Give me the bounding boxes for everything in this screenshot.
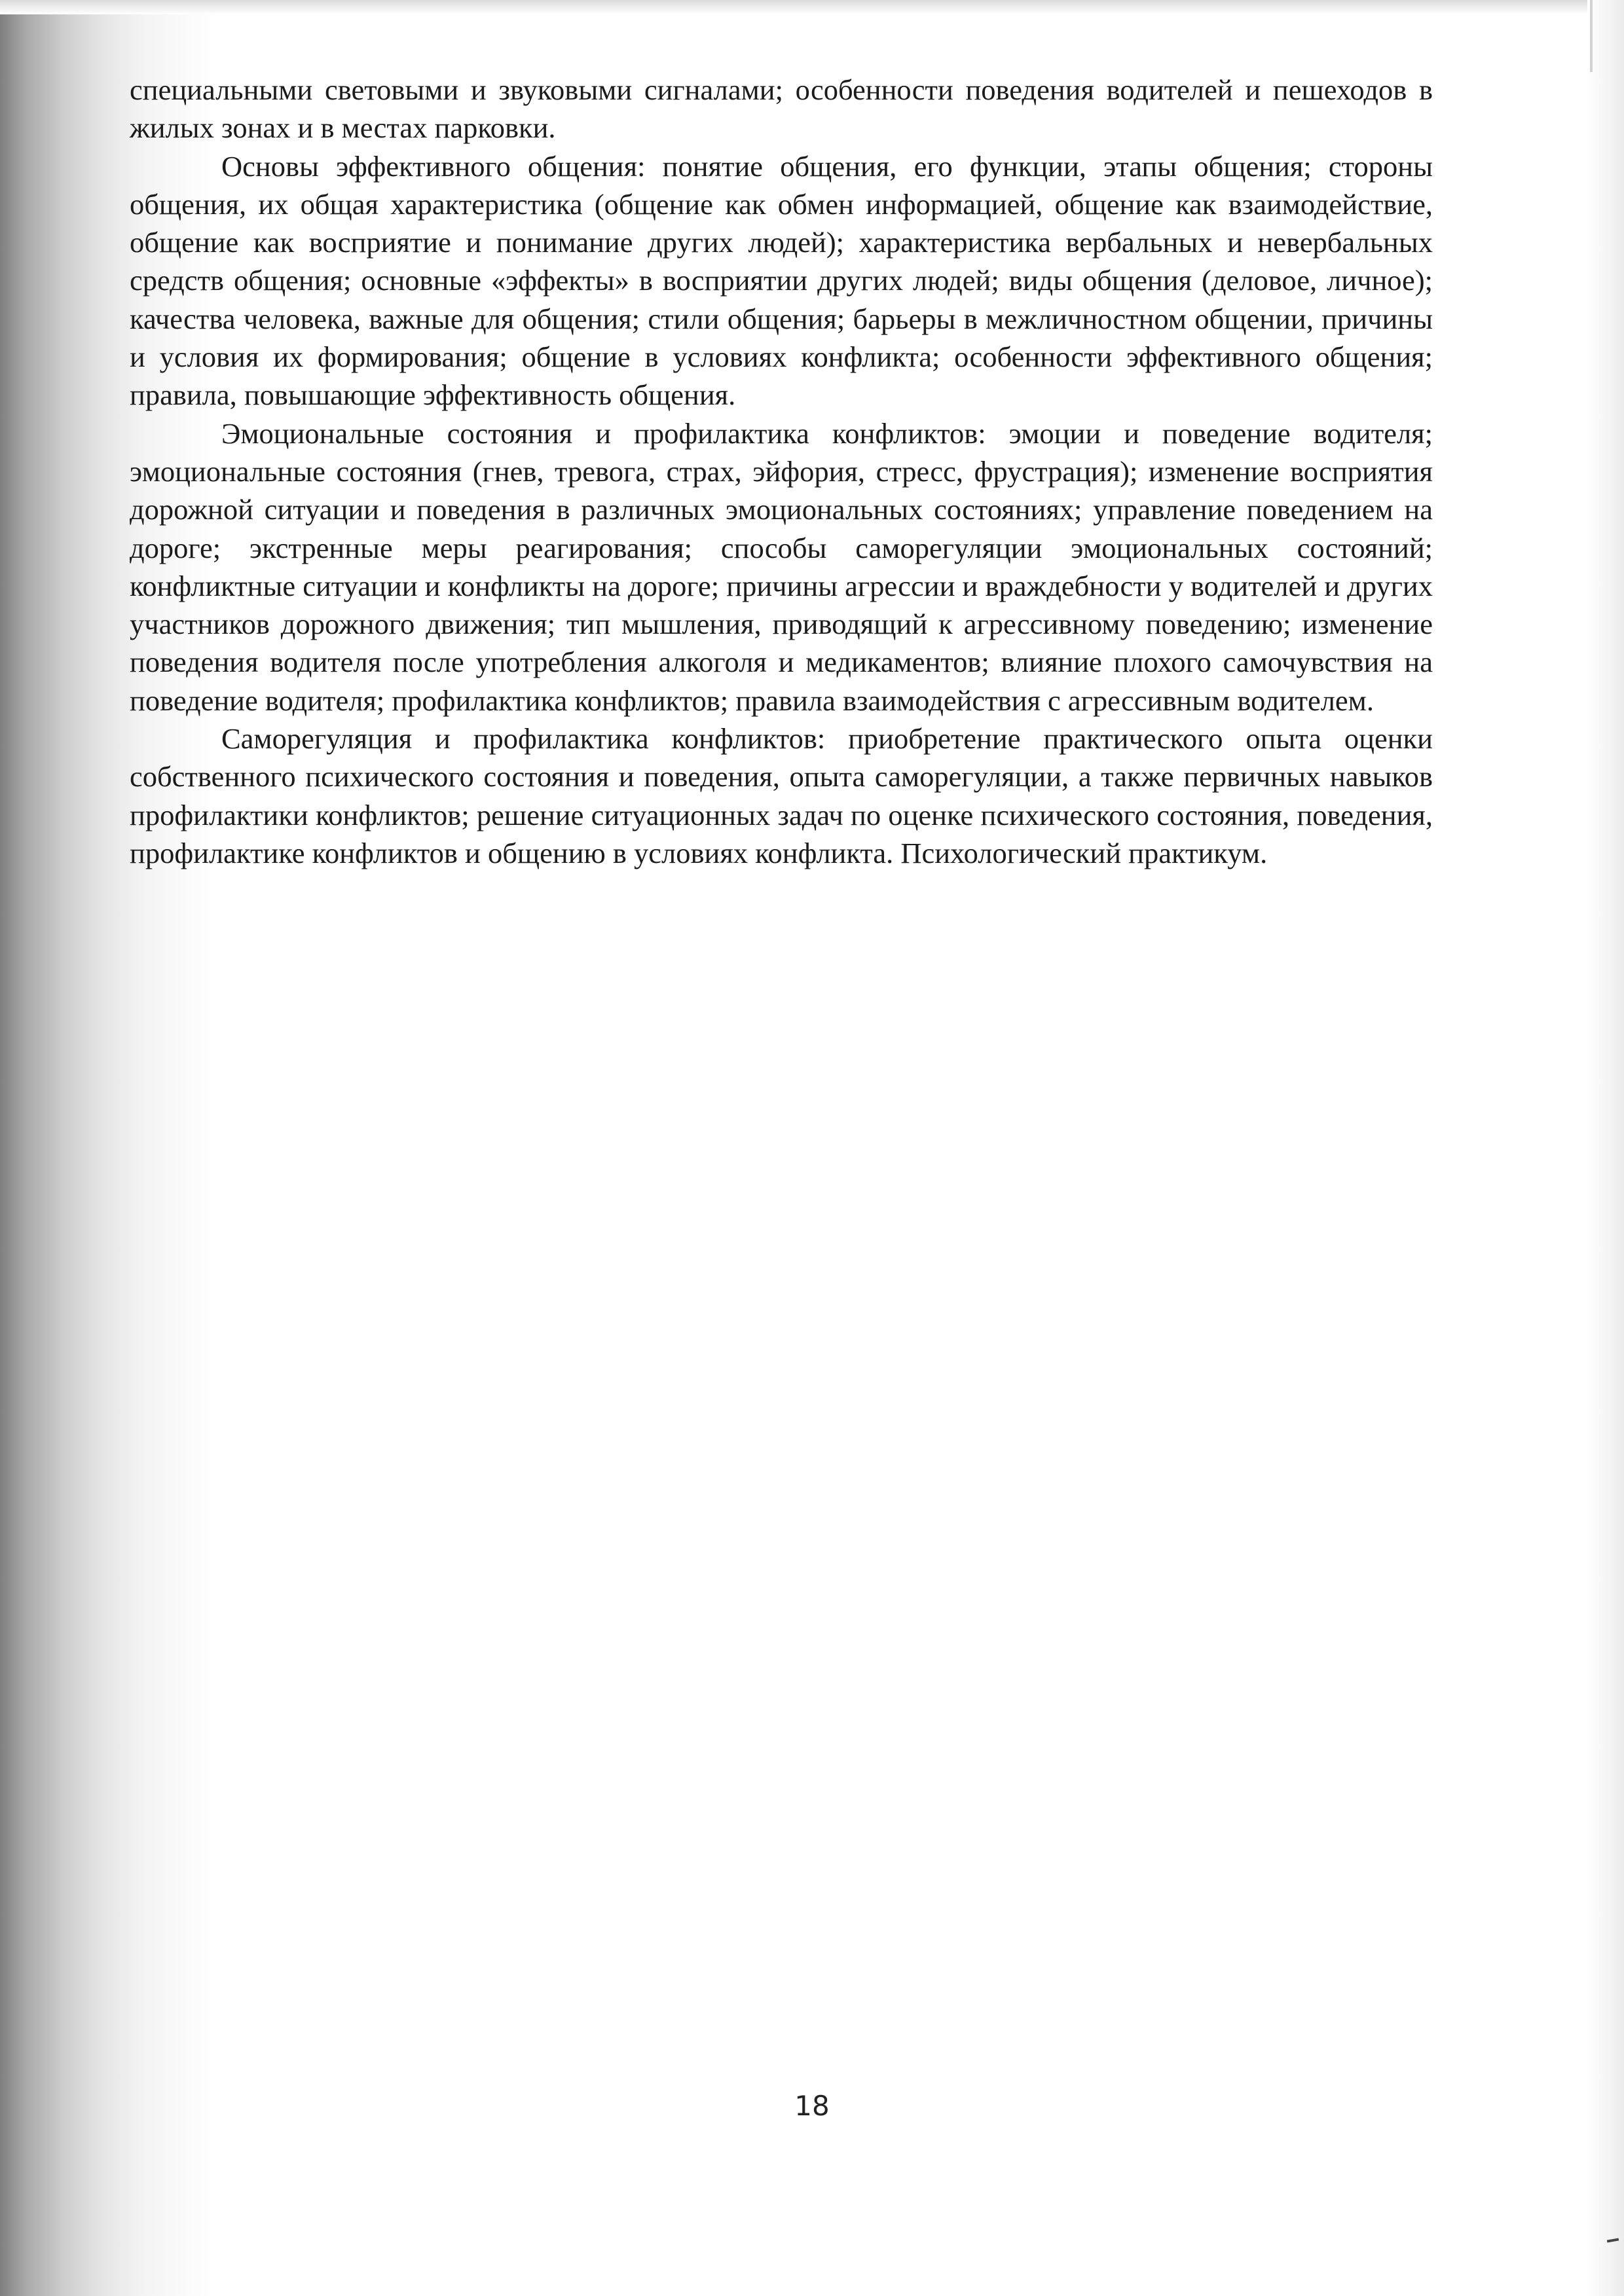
paragraph-communication-basics: Основы эффективного общения: понятие общения, его функции, этапы общения; стороны общения, их общая характеристика (общение как обмен информацией, общение как взаимодействие, общение как восприятие и понимание других людей); характеристика вербальных и невербальных средств общения; основные «эффекты» в восприятии других людей; виды общения (деловое, личное); качества человека, важные для общения; стили общения; барьеры в межличностном общении, причины и условия их формирования; общение в условиях конфликта; особенности эффективного общения; правила, повышающие эффективность общения. <box>130 149 1433 412</box>
paragraph-emotional-states: Эмоциональные состояния и профилактика конфликтов: эмоции и поведение водителя; эмоциональные состояния (гнев, тревога, страх, эйфория, стресс, фрустрация); изменение восприятия дорожной ситуации и поведения в различных эмоциональных состояниях; управление поведением на дороге; экстренные меры реагирования; способы саморегуляции эмоциональных состояний; конфликтные ситуации и конфликты на дороге; причины агрессии и враждебности у водителей и других участников дорожного движения; тип мышления, приводящий к агрессивному поведению; изменение поведения водителя после употребления алкоголя и медикаментов; влияние плохого самочувствия на поведение водителя; профилактика конфликтов; правила взаимодействия с агрессивным водителем. <box>130 416 1433 717</box>
body-text <box>130 71 1433 872</box>
scan-top-edge <box>0 0 1624 14</box>
page-number: 18 <box>794 2090 830 2122</box>
paragraph-self-regulation: Саморегуляция и профилактика конфликтов: приобретение практического опыта оценки собственного психического состояния и поведения, опыта саморегуляции, а также первичных навыков профилактики конфликтов; решение ситуационных задач по оценке психического состояния, поведения, профилактике конфликтов и общению в условиях конфликта. Психологический практикум. <box>130 722 1433 869</box>
scan-right-edge <box>1587 0 1624 2296</box>
scan-right-edge-line <box>1590 0 1593 72</box>
paragraph-continuation: специальными световыми и звуковыми сигналами; особенности поведения водителей и пешеходов в жилых зонах и в местах парковки. <box>130 73 1433 145</box>
